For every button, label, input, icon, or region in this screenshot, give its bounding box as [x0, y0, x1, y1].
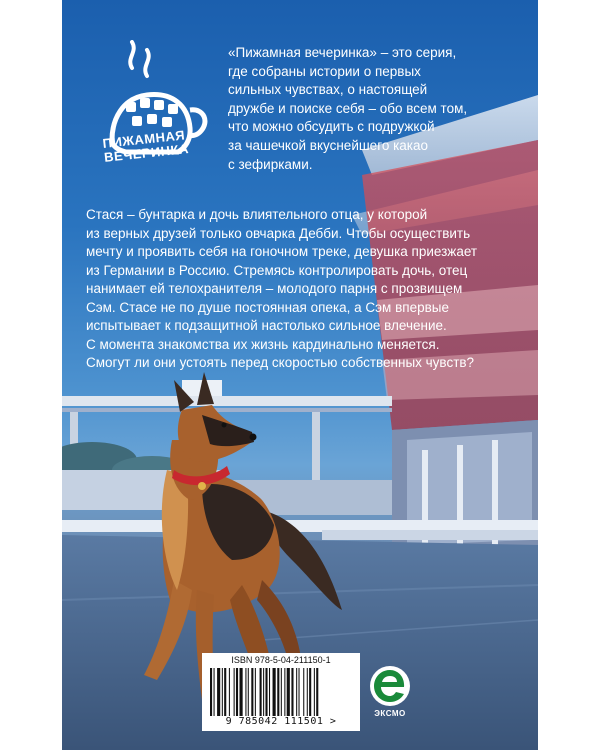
isbn-label: ISBN 978-5-04-211150-1 [231, 655, 331, 665]
synopsis-line: мечту и проявить себя на гоночном треке, девушка приезжает [86, 244, 478, 259]
synopsis-line: из Германии в Россию. Стремясь контролировать дочь, отец [86, 262, 468, 278]
synopsis-text [86, 206, 526, 373]
barcode-icon [210, 668, 352, 716]
synopsis-line: Стася – бунтарка и дочь влиятельного отца, у которой [86, 207, 428, 222]
barcode-block [202, 653, 360, 731]
series-line: где собраны истории о первых [228, 63, 421, 79]
book-back-cover [62, 0, 538, 750]
synopsis-line: Сэм. Стасе не по душе постоянная опека, а Сэм впервые [86, 299, 449, 315]
synopsis-line: Смогут ли они устоять перед скоростью собственных чувств? [86, 355, 475, 370]
cocoa-cup-icon [92, 40, 232, 190]
series-line: с зефирками. [228, 156, 313, 172]
series-line: «Пижамная вечеринка» – это серия, [228, 45, 457, 60]
ean-number: 9 785042 111501 > [225, 716, 337, 727]
synopsis-line: нанимает ей телохранителя – молодого парня с прозвищем [86, 281, 463, 296]
publisher-name: ЭКСМО [374, 709, 406, 718]
synopsis-line: из верных друзей только овчарка Дебби. Чтобы осуществить [86, 225, 471, 241]
series-line: дружбе и поиске себя – обо всем том, [228, 100, 468, 116]
series-line: за чашечкой вкуснейшего какао [228, 137, 429, 153]
series-line: что можно обсудить с подружкой [228, 119, 435, 135]
series-description [228, 44, 508, 174]
series-logo-text: ПИЖАМНАЯ ВЕЧЕРИНКА [101, 127, 190, 165]
synopsis-line: С момента знакомства их жизнь кардинально меняется. [86, 336, 440, 352]
synopsis-line: испытывает к подзащитной настолько сильное влечение. [86, 318, 447, 333]
series-line: сильных чувствах, о настоящей [228, 82, 428, 98]
